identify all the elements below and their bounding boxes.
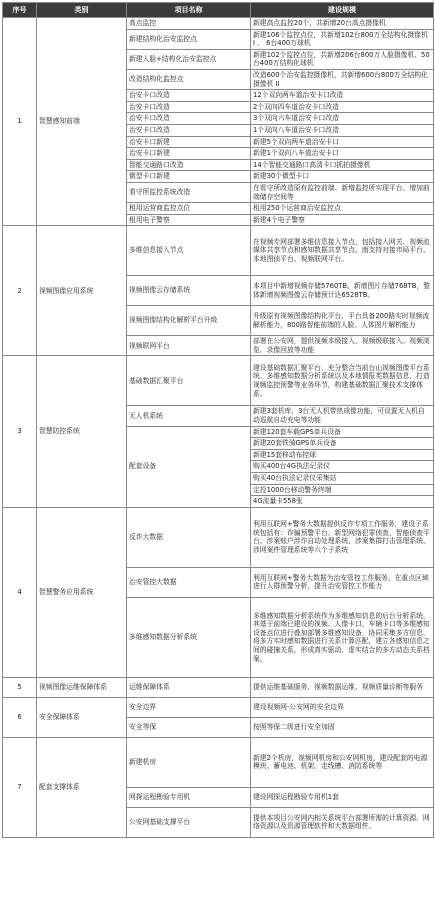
scale-cell: 新建5个双向两车道治安卡口 bbox=[251, 136, 434, 148]
seq-cell: 2 bbox=[3, 226, 37, 356]
scale-cell: 新建1个双向八车道治安卡口 bbox=[251, 148, 434, 160]
scale-cell: 新建15套移动布控球 bbox=[251, 449, 434, 461]
seq-cell: 5 bbox=[3, 677, 37, 697]
table-row bbox=[3, 507, 434, 567]
scale-cell: 新建4个电子警察 bbox=[251, 214, 434, 226]
project-name-cell: 新建机房 bbox=[127, 737, 251, 787]
scale-cell: 14个智能交通路口高清卡口抓拍摄像机 bbox=[251, 159, 434, 171]
seq-cell: 7 bbox=[3, 737, 37, 837]
scale-cell: 建设基础数据汇聚平台，充分整合当前台山视频图像平台系统、多维感知数据分析系统以及本地情报类数据信息，打造视频监控预警等业务环节，构建基础数据汇聚技术支撑体系。 bbox=[251, 356, 434, 406]
project-name-cell: 无人机系统 bbox=[127, 406, 251, 426]
scale-cell: 2个双向四车道治安卡口改造 bbox=[251, 101, 434, 113]
project-name-cell: 改造结构化监控点 bbox=[127, 69, 251, 89]
category-cell: 视频图像应用系统 bbox=[37, 226, 127, 356]
project-name-cell: 网探运程勘验专用机 bbox=[127, 787, 251, 807]
header-seq: 序号 bbox=[3, 3, 37, 18]
header-project: 项目名称 bbox=[127, 3, 251, 18]
project-name-cell: 治安卡口改造 bbox=[127, 101, 251, 113]
scale-cell: 购买400台4G执法记录仪 bbox=[251, 461, 434, 473]
scale-cell: 升级原有视频图像结构化平台，平台具备200路实时视频流解析能力，800路智能前端的人脸、人体图片解析能力 bbox=[251, 306, 434, 336]
seq-cell: 1 bbox=[3, 18, 37, 226]
table-row bbox=[3, 18, 434, 30]
project-name-cell: 智能交通路口改造 bbox=[127, 159, 251, 171]
scale-cell: 新建120套车载GPS单兵设备 bbox=[251, 426, 434, 438]
project-name-cell: 高点监控 bbox=[127, 18, 251, 30]
scale-cell: 多维感知数据分析系统作为多维感知信息的后台分析系统，其基于前端已建设的视频、人像卡口、车辆卡口等多维感知设备点位进行叠加部署多维感知设备，协同采集多方信息，将多方实时感知数据进行关系计算匹配，建立各感知信息之间的碰撞关系，形成真实驱动，虚实结合的多方动态关系档案。 bbox=[251, 597, 434, 677]
project-name-cell: 安全边界 bbox=[127, 697, 251, 717]
project-name-cell: 公安网基础支撑平台 bbox=[127, 807, 251, 837]
project-name-cell: 多维感知数据分析系统 bbox=[127, 597, 251, 677]
table-row bbox=[3, 226, 434, 276]
scale-cell: 定投1000台移动警务终端 bbox=[251, 484, 434, 496]
category-cell: 安全保障体系 bbox=[37, 697, 127, 737]
header-scale: 建设规模 bbox=[251, 3, 434, 18]
project-name-cell: 运维保障体系 bbox=[127, 677, 251, 697]
project-name-cell: 治安卡口新建 bbox=[127, 148, 251, 160]
table-row bbox=[3, 737, 434, 787]
project-name-cell: 新建人脸+结构化治安监控点 bbox=[127, 49, 251, 69]
project-name-cell: 视频联网平台 bbox=[127, 336, 251, 356]
scale-cell: 建设网探运程勘验专用机1套 bbox=[251, 787, 434, 807]
project-name-cell: 看守所监控系统改造 bbox=[127, 182, 251, 202]
project-name-cell: 治安管控大数据 bbox=[127, 567, 251, 597]
scale-cell: 新建102个监控点位，共新增206台800万人脸摄像机、50台400万结构化球机 bbox=[251, 49, 434, 69]
table-row bbox=[3, 356, 434, 406]
scale-cell: 在视频专网部署多维信息接入节点，包括接入网关、视频流媒体共享节点和感知数据共享节点。南支持对接市局平台、本地图侦平台、视频联网平台。 bbox=[251, 226, 434, 276]
project-name-cell: 安全等保 bbox=[127, 717, 251, 737]
header-category: 类别 bbox=[37, 3, 127, 18]
table-body bbox=[3, 18, 434, 838]
table-row bbox=[3, 677, 434, 697]
scale-cell: 购买40台执法记录仪采集站 bbox=[251, 473, 434, 485]
project-name-cell: 治安卡口改造 bbox=[127, 113, 251, 125]
scale-cell: 提供本项目公安网内相关系统平台部署所需的计算资源、网络资源以及资源管理软件和大数据组件。 bbox=[251, 807, 434, 837]
scale-cell: 本项目中新增视频存储5760TB。新增图片存储768TB，整体新增视频图像云存储预计达6528TB。 bbox=[251, 276, 434, 306]
scale-cell: 部署在公安网，提供视频本级接入、视频级联接入、视频浏览、录像回放等功能 bbox=[251, 336, 434, 356]
scale-cell: 新建30个微型卡口 bbox=[251, 171, 434, 183]
scale-cell: 4G流量卡558张 bbox=[251, 496, 434, 508]
scale-cell: 1个双向八车道治安卡口改造 bbox=[251, 124, 434, 136]
category-cell: 智慧防控系统 bbox=[37, 356, 127, 507]
category-cell: 智慧感知前端 bbox=[37, 18, 127, 226]
project-name-cell: 治安卡口新建 bbox=[127, 136, 251, 148]
project-name-cell: 反诈大数据 bbox=[127, 507, 251, 567]
category-cell: 智慧警务应用系统 bbox=[37, 507, 127, 677]
scale-cell: 新建20套铁骑GPS单兵设备 bbox=[251, 438, 434, 450]
project-name-cell: 微型卡口新建 bbox=[127, 171, 251, 183]
scale-cell: 12个双向两车道治安卡口改造 bbox=[251, 90, 434, 102]
project-name-cell: 配套设备 bbox=[127, 426, 251, 507]
project-name-cell: 视频图像云存储系统 bbox=[127, 276, 251, 306]
seq-cell: 4 bbox=[3, 507, 37, 677]
scale-cell: 利用互联网+警务大数据为治安管控工作服务，在重点区域进行人群预警分析，提升治安管控工作能力 bbox=[251, 567, 434, 597]
table-header-row bbox=[3, 3, 434, 18]
scale-cell: 租用250个运营商治安监控点 bbox=[251, 203, 434, 215]
scale-cell: 提供运维基础服务、视频数据运维、视频质量诊断等服务 bbox=[251, 677, 434, 697]
project-name-cell: 租用运营商监控点位 bbox=[127, 203, 251, 215]
project-name-cell: 治安卡口改造 bbox=[127, 90, 251, 102]
seq-cell: 3 bbox=[3, 356, 37, 507]
project-name-cell: 基础数据汇聚平台 bbox=[127, 356, 251, 406]
scale-cell: 新建106个监控点位，共新增102台800万全结构化摄像机 I 、 6台400万球机 bbox=[251, 29, 434, 49]
construction-scale-table bbox=[2, 2, 434, 838]
scale-cell: 新建3套机库，3台无人机带热成像功能，可设置无人机自动巡航自动充电等功能 bbox=[251, 406, 434, 426]
category-cell: 配套支撑体系 bbox=[37, 737, 127, 837]
project-name-cell: 治安卡口改造 bbox=[127, 124, 251, 136]
scale-cell: 利用互联网+警务大数据提供反诈专项工作服务，建设子系统包括有：诈骗预警平台、新型网络犯罪侦查、智能侦查平台、涉案账户涉诈自动处理系统、涉案集群打击管理系统、涉网案件管理系统等六个子系统 bbox=[251, 507, 434, 567]
scale-cell: 按照等保二级进行安全加固 bbox=[251, 717, 434, 737]
scale-cell: 新建2个机房，视频网机房和公安网机房，建设配套的电源模块、蓄电池、机架、走线槽、消防系统等 bbox=[251, 737, 434, 787]
scale-cell: 3个双向六车道治安卡口改造 bbox=[251, 113, 434, 125]
project-name-cell: 新建结构化治安监控点 bbox=[127, 29, 251, 49]
seq-cell: 6 bbox=[3, 697, 37, 737]
scale-cell: 建设视频网-公安网的安全边界 bbox=[251, 697, 434, 717]
scale-cell: 新建高点监控20个，共新增20台高点摄像机 bbox=[251, 18, 434, 30]
table-row bbox=[3, 697, 434, 717]
project-name-cell: 多维信息接入节点 bbox=[127, 226, 251, 276]
project-name-cell: 视频图像结构化解析平台升级 bbox=[127, 306, 251, 336]
project-name-cell: 租用电子警察 bbox=[127, 214, 251, 226]
scale-cell: 改造600个治安监控摄像机，共新增600台800万全结构化摄像机 II bbox=[251, 69, 434, 89]
scale-cell: 在看守所改造原有监控前端、新增监控所实现平台、增加前端储存空间等 bbox=[251, 182, 434, 202]
category-cell: 视频图像运维保障体系 bbox=[37, 677, 127, 697]
